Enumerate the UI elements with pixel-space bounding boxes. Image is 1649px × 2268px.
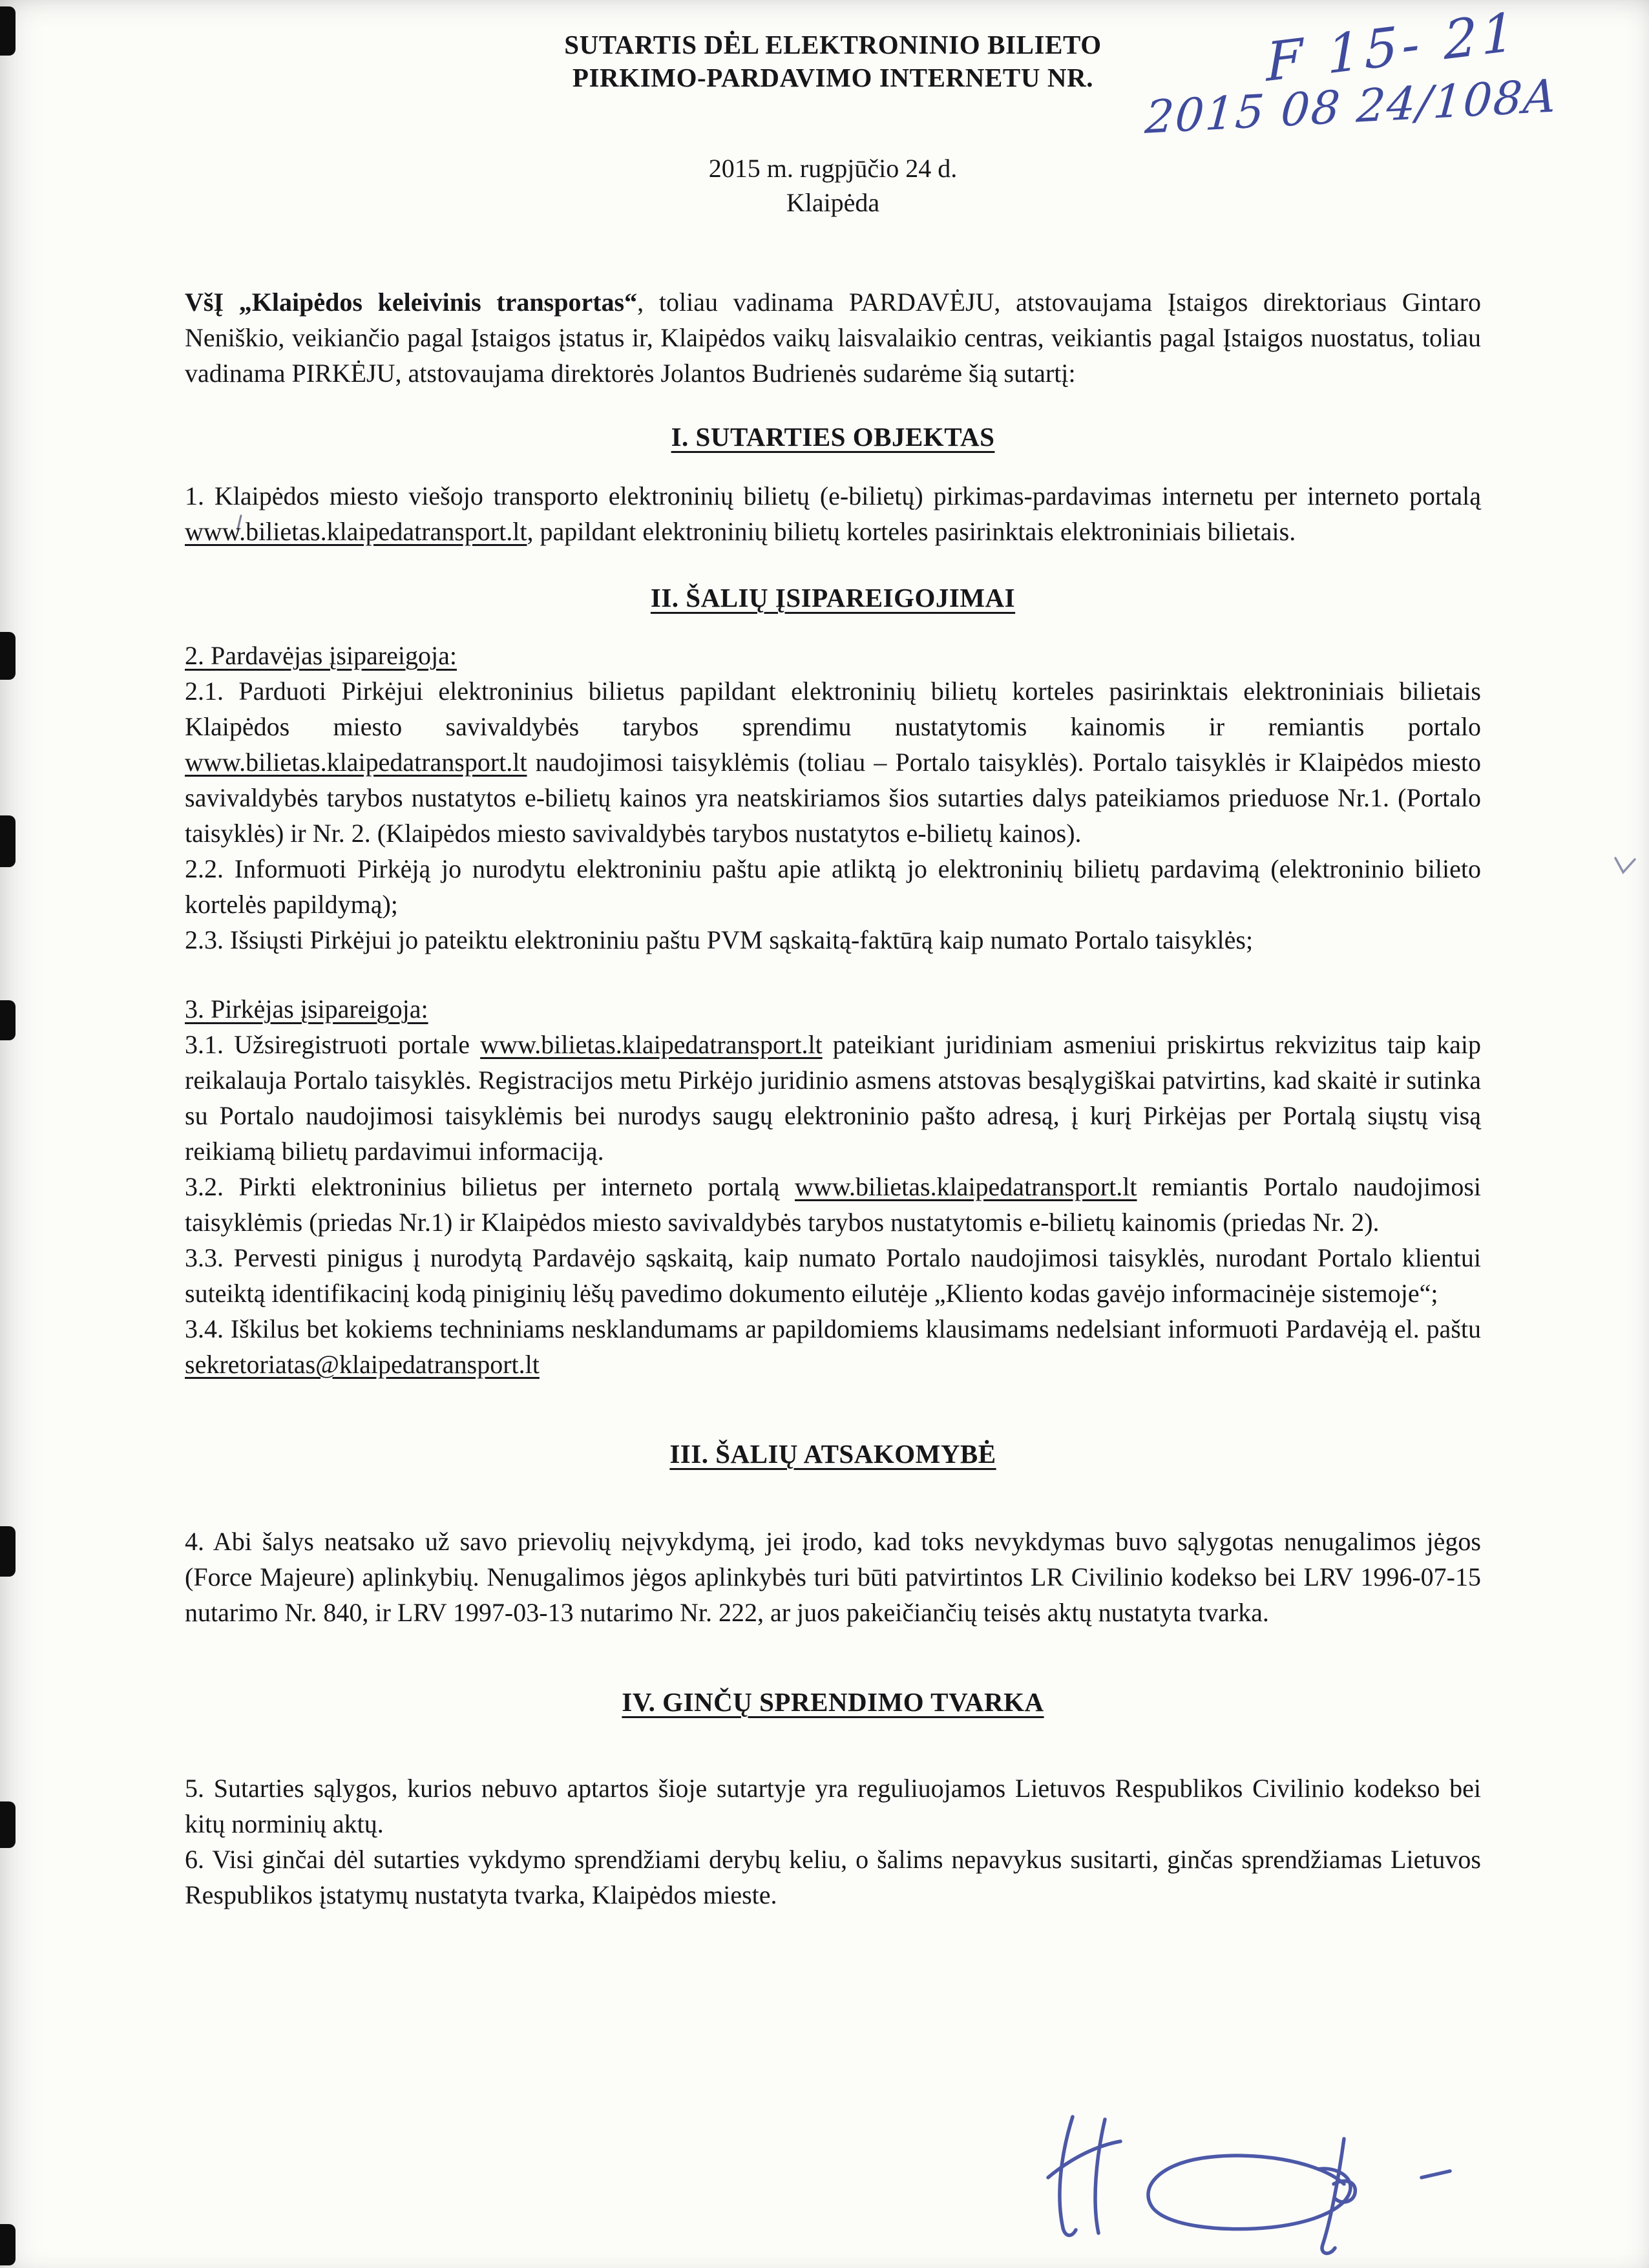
scan-artifact <box>0 1801 16 1848</box>
section-4-heading: IV. GINČŲ SPRENDIMO TVARKA <box>622 1687 1044 1717</box>
clause-3-1 <box>185 1027 1481 1169</box>
subheading-seller-obligations: 2. Pardavėjas įsipareigoja: <box>185 641 457 670</box>
clause-3-4 <box>185 1311 1481 1382</box>
handwritten-registry-code: F 15- 21 <box>1265 1 1519 94</box>
secretariat-email: sekretoriatas@klaipedatransport.lt <box>185 1350 540 1379</box>
clause-1 <box>185 478 1481 549</box>
subheading-buyer-obligations: 3. Pirkėjas įsipareigoja: <box>185 994 428 1024</box>
portal-url: www.bilietas.klaipedatransport.lt <box>185 517 527 546</box>
date-line: 2015 m. rugpjūčio 24 d. <box>708 154 958 183</box>
clause-2-2: 2.2. Informuoti Pirkėją jo nurodytu elektroniniu paštu apie atliktą jo elektroninių bilietų pardavimą (elektroninio bilieto kortelės papildymą); <box>185 854 1481 919</box>
clause-2-1 <box>185 673 1481 851</box>
clause-3-2 <box>185 1169 1481 1240</box>
place-line: Klaipėda <box>786 188 880 217</box>
scan-artifact <box>0 632 16 680</box>
text-segment: 3.4. Iškilus bet kokiems techniniams nesklandumams ar papildomiems klausimams nedelsiant informuoti Pardavėją el. paštu <box>185 1314 1481 1343</box>
portal-url: www.bilietas.klaipedatransport.lt <box>794 1172 1137 1201</box>
section-2-heading: II. ŠALIŲ ĮSIPAREIGOJIMAI <box>650 583 1016 613</box>
text-segment: naudojimosi taisyklėmis (toliau – Portalo taisyklės). Portalo taisyklės ir Klaipėdos miesto savivaldybės tarybos nustatytos e-bilietų kainos yra neatskiriamos šios sutarties dalys pateikiamos prieduose Nr.1. (Portalo taisyklės) ir Nr. 2. (Klaipėdos miesto savivaldybės tarybos nustatytos e-bilietų kainos). <box>185 748 1481 848</box>
text-segment: 3.1. Užsiregistruoti portale <box>185 1030 481 1059</box>
text-segment: pateikiant juridiniam asmeniui priskirtus rekvizitus taip kaip reikalauja Portalo taisyklės. Registracijos metu Pirkėjo juridinio asmens atstovas besąlygiškai patvirtins, kad skaitė ir sutinka su Portalo naudojimosi taisyklėmis bei nurodys saugų elektroninio pašto adresą, į kurį Pirkėjas per Portalą siųstų visą reikiamą bilietų pardavimui informaciją. <box>185 1030 1482 1166</box>
title-line-1: SUTARTIS DĖL ELEKTRONINIO BILIETO <box>564 30 1102 59</box>
portal-url: www.bilietas.klaipedatransport.lt <box>185 748 527 777</box>
seller-name-bold: VšĮ „Klaipėdos keleivinis transportas“ <box>185 288 638 317</box>
intro-paragraph <box>185 284 1481 391</box>
title-line-2: PIRKIMO-PARDAVIMO INTERNETU NR. <box>572 63 1094 92</box>
scan-artifact <box>0 815 16 867</box>
pen-tick-mark <box>1613 854 1639 877</box>
text-segment: , toliau vadinama PARDAVĖJU, atstovaujama Įstaigos direktoriaus Gintaro Neniškio, veikiančio pagal Įstaigos įstatus ir, Klaipėdos vaikų laisvalaikio centras, veikiantis pagal Įstaigos nuostatus, toliau vadinama PIRKĖJU, atstovaujama direktorės Jolantos Budrienės sudarėme šią sutartį: <box>185 288 1482 388</box>
text-segment: remiantis Portalo naudojimosi taisyklėmis (priedas Nr.1) ir Klaipėdos miesto savivaldybės tarybos nustatytomis e-bilietų kainomis (priedas Nr. 2). <box>185 1172 1482 1237</box>
scan-artifact <box>0 1526 16 1577</box>
clause-2-3: 2.3. Išsiųsti Pirkėjui jo pateiktu elektroniniu paštu PVM sąskaitą-faktūrą kaip numato Portalo taisyklės; <box>185 925 1254 954</box>
signature-handwritten <box>1008 2105 1473 2267</box>
scan-artifact <box>0 6 16 56</box>
scan-artifact <box>0 2224 16 2265</box>
portal-url: www.bilietas.klaipedatransport.lt <box>480 1030 823 1059</box>
text-segment: 1. Klaipėdos miesto viešojo transporto elektroninių bilietų (e-bilietų) pirkimas-pardavimas internetu per interneto portalą <box>185 481 1481 510</box>
clause-6: 6. Visi ginčai dėl sutarties vykdymo sprendžiami derybų keliu, o šalims nepavykus susitarti, ginčas sprendžiamas Lietuvos Respublikos įstatymų nustatyta tvarka, Klaipėdos mieste. <box>185 1845 1481 1909</box>
scan-artifact <box>0 1000 16 1040</box>
section-3-heading: III. ŠALIŲ ATSAKOMYBĖ <box>669 1439 996 1469</box>
document-title <box>185 28 1481 94</box>
section-1-heading: I. SUTARTIES OBJEKTAS <box>671 422 995 452</box>
document-content <box>185 28 1481 1913</box>
clause-5: 5. Sutarties sąlygos, kurios nebuvo aptartos šioje sutartyje yra reguliuojamos Lietuvos Respublikos Civilinio kodekso bei kitų norminių aktų. <box>185 1774 1481 1838</box>
clause-4: 4. Abi šalys neatsako už savo prievolių neįvykdymą, jei įrodo, kad toks nevykdymas buvo sąlygotas nenugalimos jėgos (Force Majeure) aplinkybių. Nenugalimos jėgos aplinkybės turi būti patvirtintos LR Civilinio kodekso bei LRV 1996-07-15 nutarimo Nr. 840, ir LRV 1997-03-13 nutarimo Nr. 222, ar juos pakeičiančių teisės aktų nustatyta tvarka. <box>185 1527 1481 1627</box>
text-segment: , papildant elektroninių bilietų korteles pasirinktais elektroniniais bilietais. <box>527 517 1296 546</box>
date-block <box>185 151 1481 220</box>
text-segment: 2.1. Parduoti Pirkėjui elektroninius bilietus papildant elektroninių bilietų korteles pasirinktais elektroniniais bilietais Klaipėdos miesto savivaldybės tarybos sprendimu nustatytomis kainomis ir remiantis portalo <box>185 677 1481 741</box>
clause-3-3: 3.3. Pervesti pinigus į nurodytą Pardavėjo sąskaitą, kaip numato Portalo naudojimosi taisyklės, nurodant Portalo klientui suteiktą identifikacinį kodą piniginių lėšų pavedimo dokumento eilutėje „Kliento kodas gavėjo informacinėje sistemoje“; <box>185 1243 1481 1308</box>
handwritten-contract-number: 2015 08 24/108A <box>1143 69 1559 144</box>
text-segment: 3.2. Pirkti elektroninius bilietus per interneto portalą <box>185 1172 795 1201</box>
